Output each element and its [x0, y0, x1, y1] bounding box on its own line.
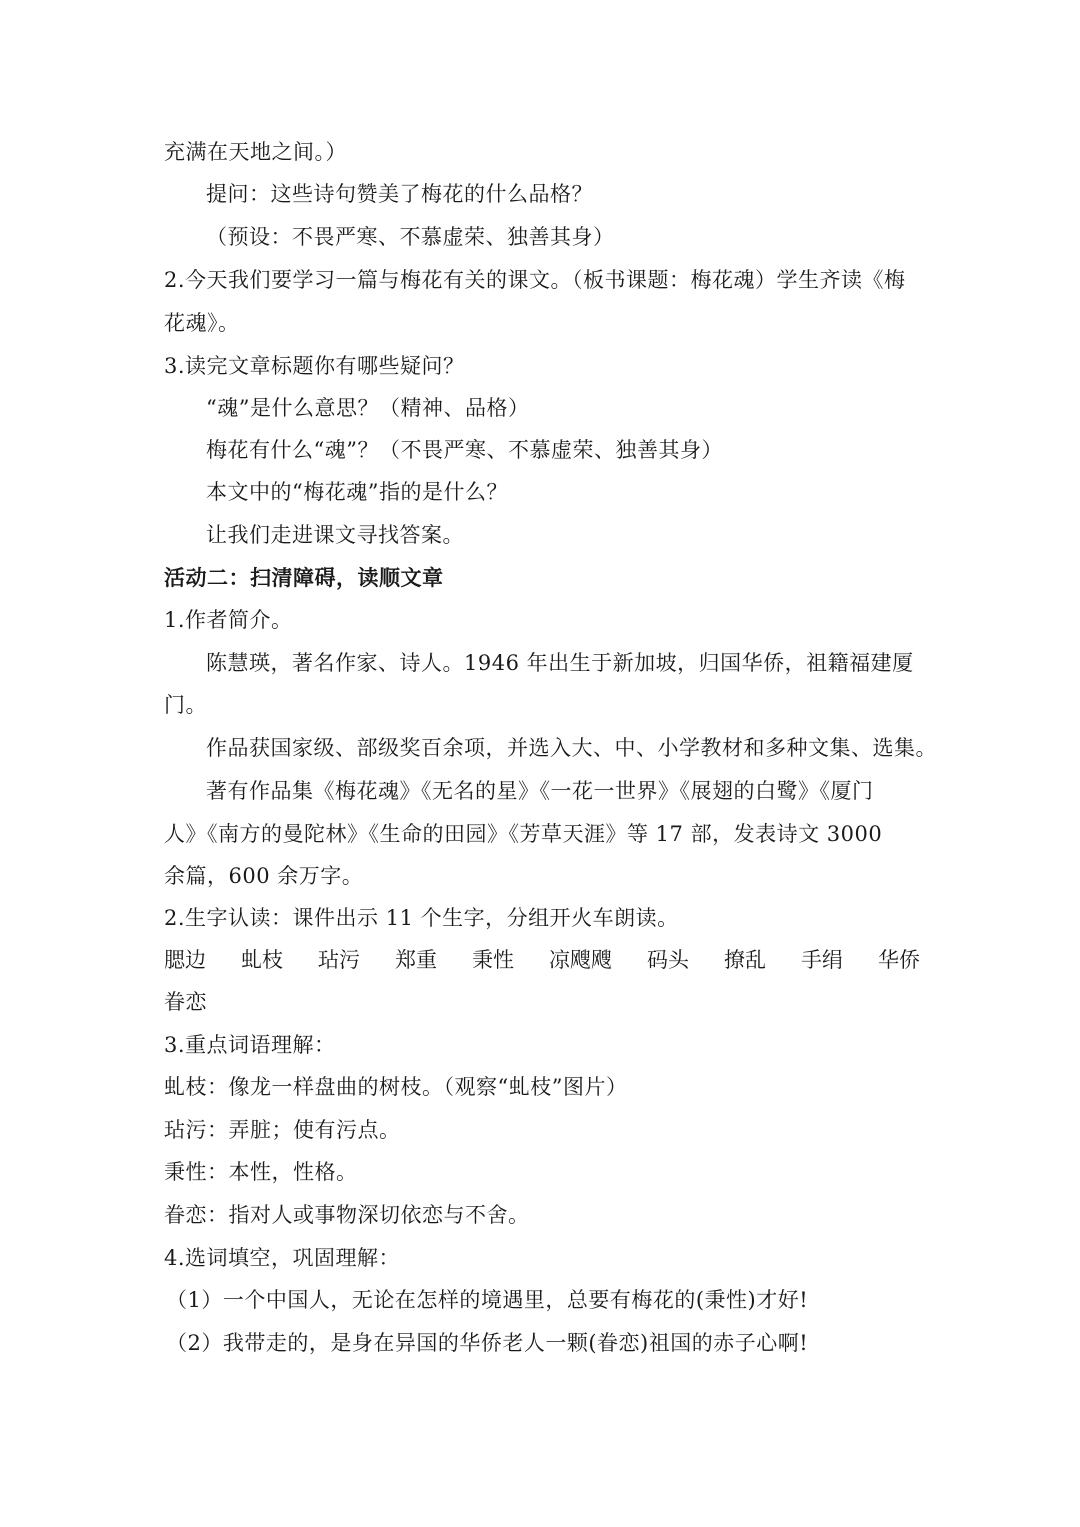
new-word: 手绢 [801, 948, 843, 972]
question-line: 提问：这些诗句赞美了梅花的什么品格？ [206, 182, 593, 206]
text-line: 本文中的“梅花魂”指的是什么？ [206, 480, 508, 504]
text-line: 充满在天地之间。） [164, 140, 347, 164]
text-line: 梅花有什么“魂”？（不畏严寒、不慕虚荣、独善其身） [206, 438, 723, 462]
preset-line: （预设：不畏严寒、不慕虚荣、独善其身） [206, 225, 615, 249]
section-heading: 活动二：扫清障碍，读顺文章 [164, 565, 444, 590]
new-word: 眷恋 [164, 990, 207, 1014]
new-word: 华侨 [878, 948, 920, 972]
text-line: 门。 [164, 693, 207, 717]
exercise-line: （1）一个中国人，无论在怎样的境遇里，总要有梅花的(秉性)才好! [166, 1288, 809, 1312]
new-word: 郑重 [395, 948, 437, 972]
text-line: 作品获国家级、部级奖百余项，并选入大、中、小学教材和多种文集、选集。 [206, 736, 937, 760]
text-line: 1.作者简介。 [164, 608, 293, 632]
text-line: 花魂》。 [164, 311, 240, 335]
text-line: 2.今天我们要学习一篇与梅花有关的课文。（板书课题：梅花魂）学生齐读《梅 [164, 268, 906, 292]
new-word: 凉飕飕 [549, 948, 612, 972]
text-line: 陈慧瑛，著名作家、诗人。1946 年出生于新加坡，归国华侨，祖籍福建厦 [206, 651, 914, 675]
vocab-line: 秉性：本性，性格。 [164, 1160, 358, 1184]
text-line: 3.重点词语理解： [164, 1033, 336, 1057]
new-words-row [164, 945, 920, 975]
new-word: 码头 [647, 948, 689, 972]
text-line: “魂”是什么意思？（精神、品格） [206, 396, 530, 420]
vocab-line: 虬枝：像龙一样盘曲的树枝。（观察“虬枝”图片） [164, 1075, 628, 1099]
vocab-line: 玷污：弄脏；使有污点。 [164, 1118, 401, 1142]
new-word: 秉性 [472, 948, 514, 972]
text-line: 4.选词填空，巩固理解： [164, 1246, 401, 1270]
vocab-line: 眷恋：指对人或事物深切依恋与不舍。 [164, 1203, 530, 1227]
new-word: 撩乱 [724, 948, 766, 972]
text-line: 余篇，600 余万字。 [164, 864, 364, 888]
text-line: 人》《南方的曼陀林》《生命的田园》《芳草天涯》等 17 部，发表诗文 3000 [164, 822, 883, 846]
exercise-line: （2）我带走的，是身在异国的华侨老人一颗(眷恋)祖国的赤子心啊! [166, 1331, 809, 1355]
text-line: 著有作品集《梅花魂》《无名的星》《一花一世界》《展翅的白鹭》《厦门 [206, 779, 874, 803]
new-word: 腮边 [164, 948, 206, 972]
new-word: 玷污 [318, 948, 360, 972]
text-line: 2.生字认读：课件出示 11 个生字，分组开火车朗读。 [164, 906, 679, 930]
text-line: 让我们走进课文寻找答案。 [206, 523, 464, 547]
new-word: 虬枝 [241, 948, 283, 972]
text-line: 3.读完文章标题你有哪些疑问？ [164, 354, 465, 378]
